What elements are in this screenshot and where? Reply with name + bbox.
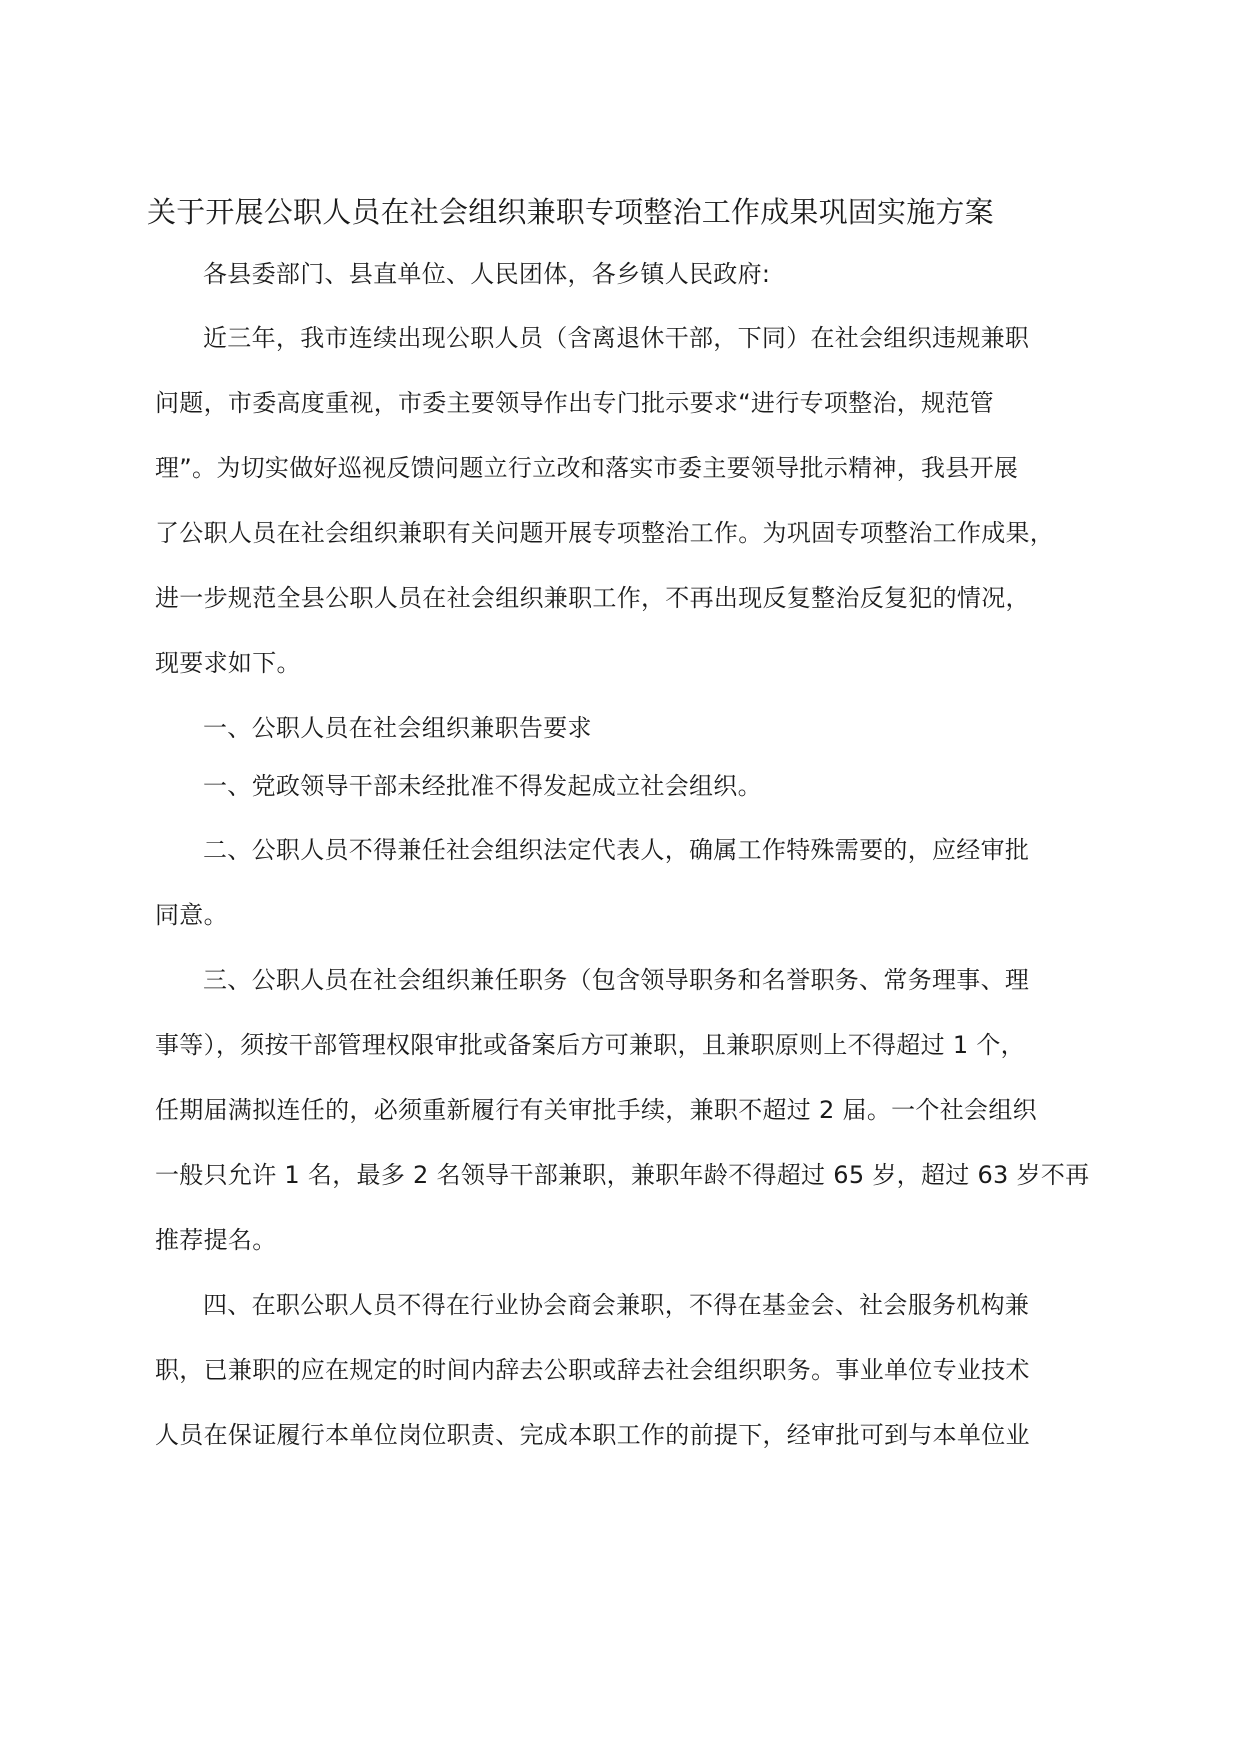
paragraph-line: 任期届满拟连任的，必须重新履行有关审批手续，兼职不超过 2 届。一个社会组织 bbox=[155, 1096, 1037, 1124]
document-body bbox=[147, 190, 1090, 1468]
item-2 bbox=[155, 818, 1085, 948]
paragraph-line: 同意。 bbox=[155, 901, 228, 929]
paragraph-line: 事等），须按干部管理权限审批或备案后方可兼职，且兼职原则上不得超过 1 个， bbox=[155, 1031, 1025, 1059]
item-4 bbox=[155, 1273, 1085, 1468]
paragraph-line: 二、公职人员不得兼任社会组织法定代表人，确属工作特殊需要的，应经审批 bbox=[203, 836, 1030, 864]
paragraph-line: 人员在保证履行本单位岗位职责、完成本职工作的前提下，经审批可到与本单位业 bbox=[155, 1421, 1030, 1449]
paragraph-line: 近三年，我市连续出现公职人员（含离退休干部，下同）在社会组织违规兼职 bbox=[203, 324, 1030, 352]
salutation: 各县委部门、县直单位、人民团体，各乡镇人民政府: bbox=[203, 260, 771, 288]
paragraph-line: 进一步规范全县公职人员在社会组织兼职工作，不再出现反复整治反复犯的情况， bbox=[155, 584, 1030, 612]
item-1: 一、党政领导干部未经批准不得发起成立社会组织。 bbox=[203, 772, 762, 800]
paragraph-line: 推荐提名。 bbox=[155, 1226, 277, 1254]
paragraph-line: 一般只允许 1 名，最多 2 名领导干部兼职，兼职年龄不得超过 65 岁，超过 63 岁不再 bbox=[155, 1161, 1090, 1189]
section-heading: 一、公职人员在社会组织兼职告要求 bbox=[203, 714, 592, 742]
paragraph-line: 了公职人员在社会组织兼职有关问题开展专项整治工作。为巩固专项整治工作成果， bbox=[155, 519, 1055, 547]
paragraph-line: 问题，市委高度重视，市委主要领导作出专门批示要求“进行专项整治，规范管 bbox=[155, 389, 994, 417]
paragraph-line: 理”。为切实做好巡视反馈问题立行立改和落实市委主要领导批示精神，我县开展 bbox=[155, 454, 1019, 482]
paragraph-line: 职，已兼职的应在规定的时间内辞去公职或辞去社会组织职务。事业单位专业技术 bbox=[155, 1356, 1030, 1384]
document-title: 关于开展公职人员在社会组织兼职专项整治工作成果巩固实施方案 bbox=[147, 195, 994, 229]
intro-paragraph bbox=[155, 306, 1085, 696]
paragraph-line: 三、公职人员在社会组织兼任职务（包含领导职务和名誉职务、常务理事、理 bbox=[203, 966, 1030, 994]
paragraph-line: 现要求如下。 bbox=[155, 649, 301, 677]
paragraph-line: 四、在职公职人员不得在行业协会商会兼职，不得在基金会、社会服务机构兼 bbox=[203, 1291, 1030, 1319]
item-3 bbox=[155, 948, 1090, 1273]
